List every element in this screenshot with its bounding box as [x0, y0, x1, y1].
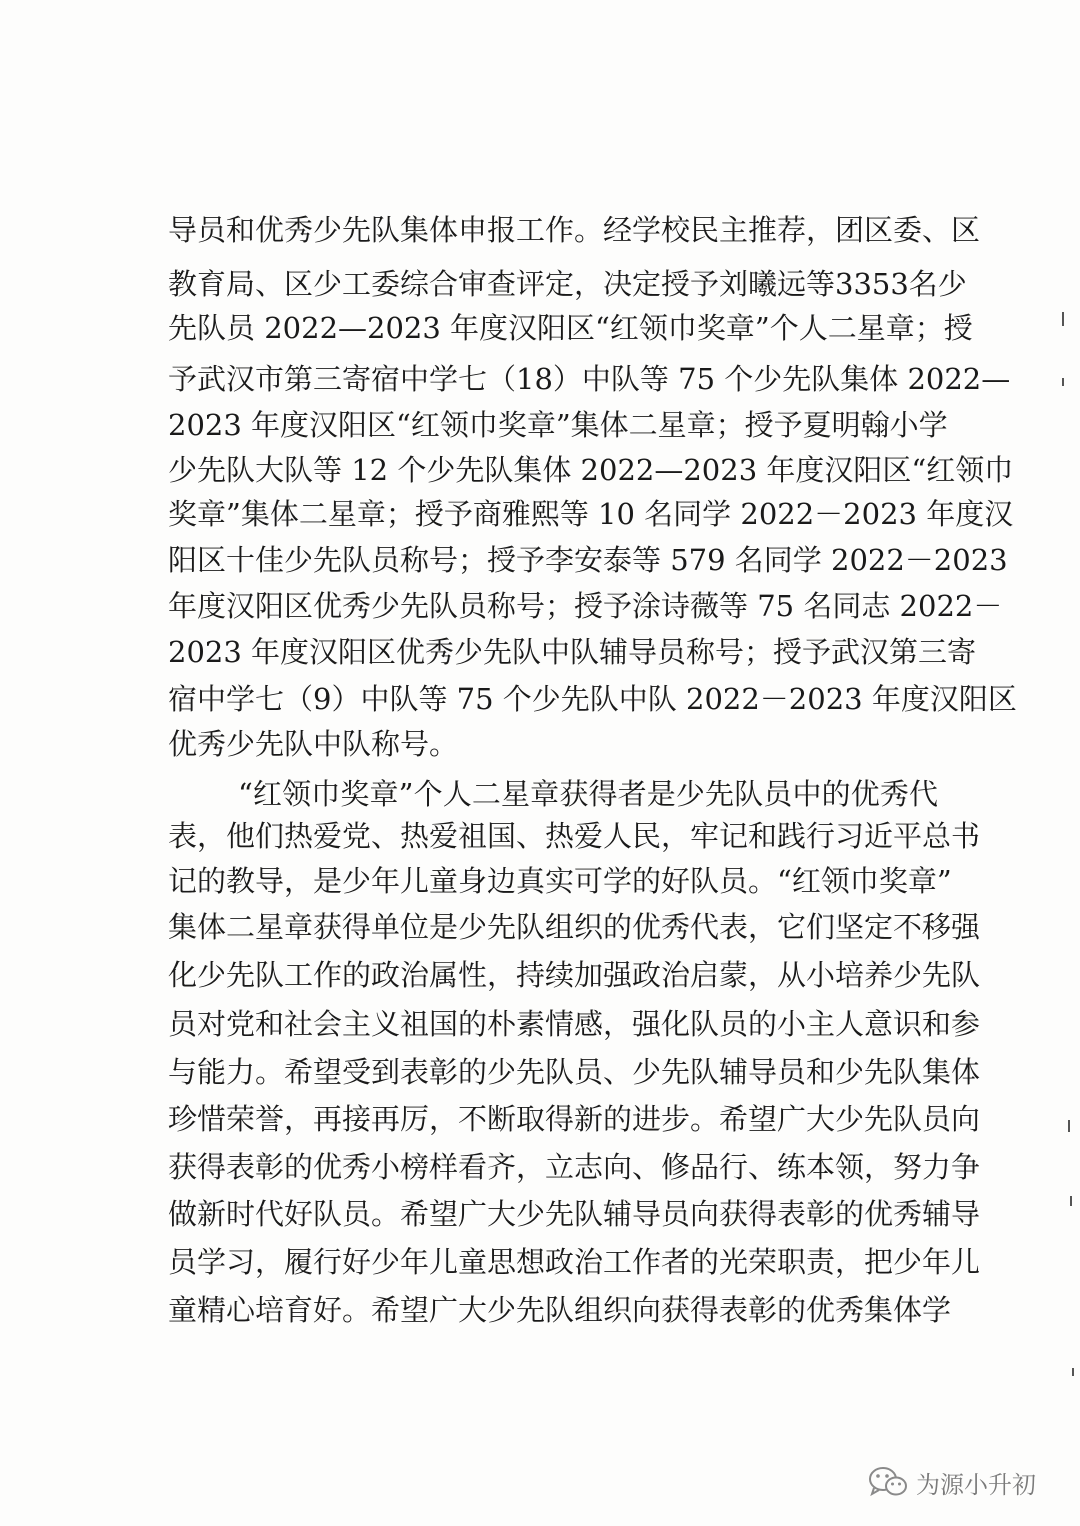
wechat-icon	[868, 1465, 908, 1499]
watermark-text: 为源小升初	[916, 1470, 1036, 1499]
text-line: 做新时代好队员。希望广大少先队辅导员向获得表彰的优秀辅导	[168, 1197, 981, 1231]
scan-mark	[1068, 1120, 1070, 1132]
text-line: 优秀少先队中队称号。	[168, 727, 459, 761]
watermark	[868, 1462, 1036, 1502]
scan-mark	[1062, 312, 1064, 326]
text-line: 与能力。希望受到表彰的少先队员、少先队辅导员和少先队集体	[168, 1055, 981, 1089]
text-line: 集体二星章获得单位是少先队组织的优秀代表，它们坚定不移强	[168, 910, 981, 944]
text-line: 珍惜荣誉，再接再厉，不断取得新的进步。希望广大少先队员向	[168, 1102, 981, 1136]
text-line: 少先队大队等 12 个少先队集体 2022—2023 年度汉阳区“红领巾	[168, 453, 1014, 487]
scan-mark	[1062, 378, 1064, 386]
text-line: 奖章”集体二星章；授予商雅熙等 10 名同学 2022－2023 年度汉	[168, 497, 1014, 531]
text-line: 员对党和社会主义祖国的朴素情感，强化队员的小主人意识和参	[168, 1007, 981, 1041]
text-line: 教育局、区少工委综合审查评定，决定授予刘曦远等3353名少	[168, 267, 967, 301]
text-line: 阳区十佳少先队员称号；授予李安泰等 579 名同学 2022－2023	[168, 543, 1008, 577]
text-line: 2023 年度汉阳区“红领巾奖章”集体二星章；授予夏明翰小学	[168, 408, 948, 442]
scan-mark	[1072, 1368, 1074, 1376]
text-line: 2023 年度汉阳区优秀少先队中队辅导员称号；授予武汉第三寄	[168, 635, 977, 669]
text-line: 获得表彰的优秀小榜样看齐，立志向、修品行、练本领，努力争	[168, 1150, 981, 1184]
text-line: 化少先队工作的政治属性，持续加强政治启蒙，从小培养少先队	[168, 958, 981, 992]
text-line: 童精心培育好。希望广大少先队组织向获得表彰的优秀集体学	[168, 1293, 952, 1327]
text-line: 年度汉阳区优秀少先队员称号；授予涂诗薇等 75 名同志 2022－	[168, 589, 1003, 623]
text-line: 导员和优秀少先队集体申报工作。经学校民主推荐，团区委、区	[168, 213, 981, 247]
text-line: 员学习，履行好少年儿童思想政治工作者的光荣职责，把少年儿	[168, 1245, 981, 1279]
text-line: 宿中学七（9）中队等 75 个少先队中队 2022－2023 年度汉阳区	[168, 682, 1017, 716]
text-line: 先队员 2022—2023 年度汉阳区“红领巾奖章”个人二星章；授	[168, 311, 973, 345]
text-line: 予武汉市第三寄宿中学七（18）中队等 75 个少先队集体 2022—	[168, 362, 1011, 396]
text-line: 表，他们热爱党、热爱祖国、热爱人民，牢记和践行习近平总书	[168, 819, 981, 853]
scan-mark	[1070, 1196, 1072, 1206]
text-line: 记的教导，是少年儿童身边真实可学的好队员。“红领巾奖章”	[168, 864, 952, 898]
paragraph-first-line: “红领巾奖章”个人二星章获得者是少先队员中的优秀代	[238, 777, 938, 811]
